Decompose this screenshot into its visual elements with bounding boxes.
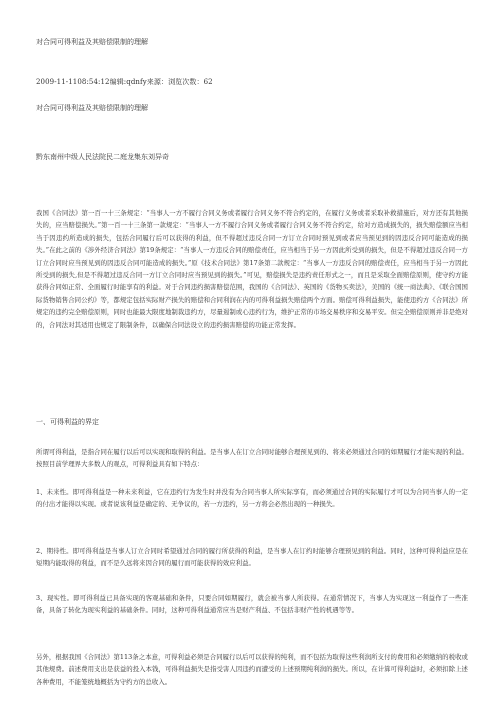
closing-paragraph: 另外，根据我国《合同法》第113条之本意，可得利益必须是合同履行以后可以获得的纯利，而不包括为取得这些利润所支付的费用和必须缴纳的税收或其他规费。前述费用支出是获益的投入本钱，可得利益损失是指受害人因违约而遭受的上述预期纯利润的损失。所以，在计算可得利益时，必须扣除上述各种费用，不能笼统地概括为守约方的总收入。 — [36, 653, 468, 686]
document-title: 对合同可得利益及其赔偿限制的理解 — [36, 38, 148, 46]
point-reality: 3、现实性。即可得利益已具备实现的客观基础和条件，只要合同如期履行，就会被当事人所获得。在通常情况下，当事人为实现这一利益作了一些准备，具备了转化为现实利益的基础条件。同时，这种可得利益通常应当是财产利益、不包括非财产性的机遇等等。 — [36, 594, 468, 615]
point-futurity: 1、未来性。即可得利益是一种未来利益，它在违约行为发生时并没有为合同当事人所实际享有，而必须通过合同的实际履行才可以为合同当事人的一定的付出才能得以实现。或者说该利益是确定的、无争议的，若一方违约，另一方将会必然出现的一种损失。 — [36, 488, 468, 509]
document-meta: 2009-11-1108:54:12编辑:qdnfy来源：浏览次数：62 — [36, 78, 213, 86]
section-heading: 一、可得利益的界定 — [36, 418, 99, 426]
definition-paragraph: 所谓可得利益，是指合同在履行以后可以实现和取得的利益。是当事人在订立合同时能够合理预见到的、将来必须通过合同的如期履行才能实现的利益。按照目前学理界大多数人的观点，可得利益具有如下特点： — [36, 448, 468, 469]
intro-paragraph: 我国《合同法》第一百一十三条规定：“当事人一方不履行合同义务或者履行合同义务不符合约定的，在履行义务或者采取补救措施后，对方还有其他损失的，应当赔偿损失。”第一百一十三条第一款规定：“当事人一方不履行合同义务或者履行合同义务不符合约定，给对方造成损失的，损失赔偿额应当相当于因违约所造成的损失，包括合同履行后可以获得的利益，但不得超过违反合同一方订立合同时预见到或者应当预见到的因违反合同可能造成的损失。”在此之前的《涉外经济合同法》第19条规定：“当事人一方违反合同的赔偿责任，应当相当于另一方因此所受到的损失，但是不得超过违反合同一方订立合同时应当预见到的因违反合同可能造成的损失。”原《技术合同法》第17条第二款规定：“当事人一方违反合同的赔偿责任，应当相当于另一方因此所受到的损失,但是不得超过违反合同一方订立合同时应当预见到的损失。”可见，赔偿损失是违约责任形式之一，而且是采取全面赔偿原则，使守约方能获得合同如正常、全面履行时能享有的利益。对于合同违约损害赔偿范围，我国的《合同法》、英国的《货物买卖法》，美国的《统一商法典》、《联合国国际货物销售合同公约》等，都规定包括实际财产损失的赔偿和合同利润在内的可得利益损失赔偿两个方面。赔偿可得利益损失，能使违约方《合同法》所规定的违约完全赔偿原则，同时也能最大限度地制裁违约方，尽量遏制或心违约行为，维护正常的市场交易秩序和交易平安。但完全赔偿原则并非是绝对的，合同法对其适用也规定了限制条件，以确保合同法设立的违约损害赔偿的功能正常发挥。 — [36, 209, 468, 329]
document-author: 黔东南州中级人民法院民二庭龙集东刘异奇 — [36, 153, 169, 161]
point-expectancy: 2、期待性。即可得利益是当事人订立合同时希望通过合同的履行所获得的利益，是当事人在订约时能够合理预见到的利益。同时，这种可得利益应是在短期内能取得的利益，而不是久远将来因合同的履行而可能获得的效应利益。 — [36, 547, 468, 568]
document-subtitle: 对合同可得利益及其赔偿限制的理解 — [36, 104, 148, 112]
